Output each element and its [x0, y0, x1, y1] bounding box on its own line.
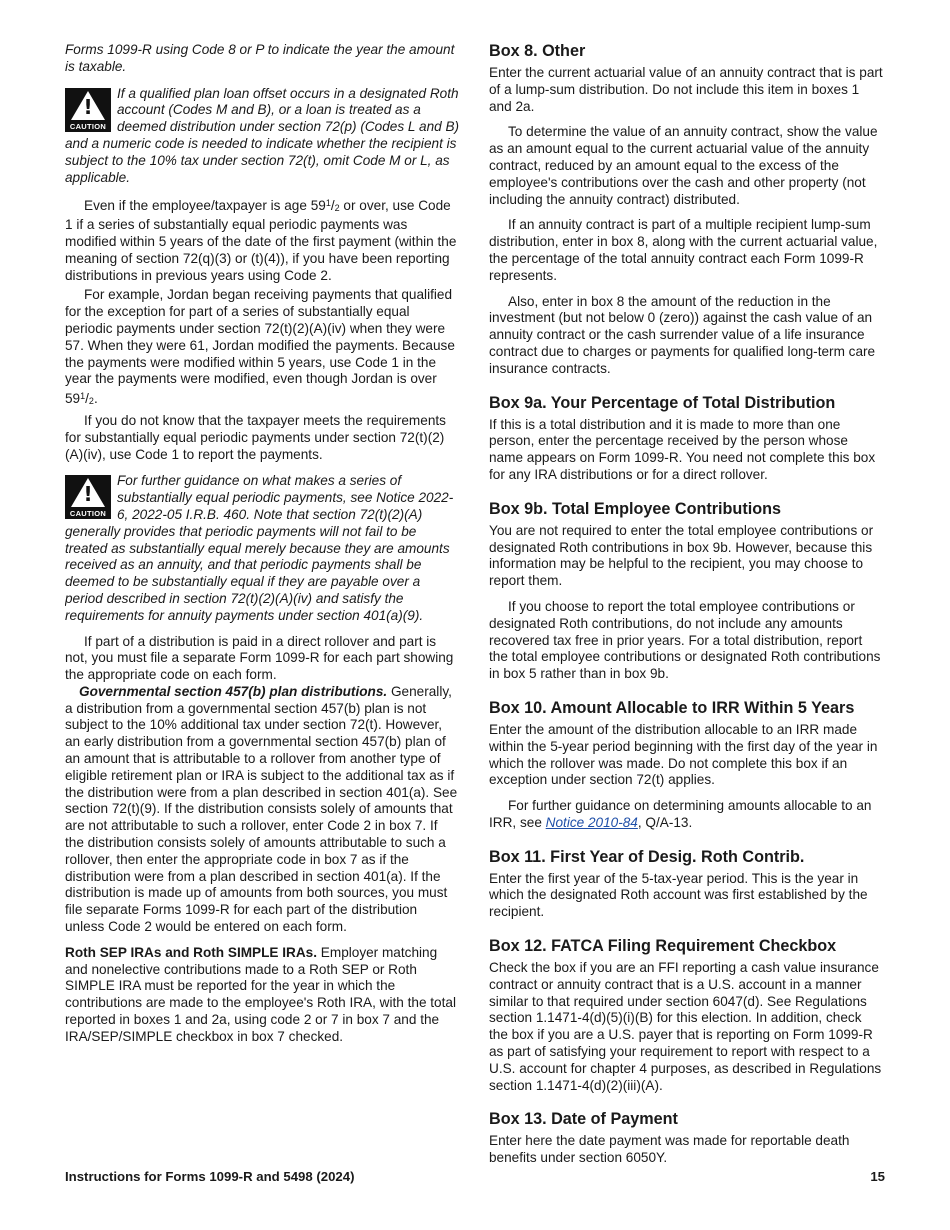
- paragraph-roth-sep: Roth SEP IRAs and Roth SIMPLE IRAs. Employer matching and nonelective contributions made to a Roth SEP or Roth SIMPLE IRA must be reported for the year in which the contributions are made to the employee's Roth IRA, with the total reported in boxes 1 and 2a, using code 2 or 7 in box 7 and the IRA/SEP/SIMPLE checkbox in box 7 checked.: [65, 944, 456, 1044]
- caution-note-guidance: [65, 473, 460, 624]
- paragraph-example-jordan: For example, Jordan began receiving payments that qualified for the exception for part of a series of substantially equal periodic payments under section 72(t)(2)(A)(iv) when they were 57. When they were 61, Jordan modified the payments. Because the payments were modified within 5 years, use Code 1 in the year the payments were modified, even though Jordan is over $59^1/2$.: [65, 287, 455, 407]
- box8-paragraph-4: Also, enter in box 8 the amount of the reduction in the investment (but not below 0 (zero)) against the cash value of an annuity contract or the cash surrender value of a life insurance contract due to charges or payments for qualified long-term care insurance contracts.: [489, 293, 876, 376]
- box10-heading: Box 10. Amount Allocable to IRR Within 5 Years: [489, 698, 855, 717]
- box8-heading: Box 8. Other: [489, 42, 586, 60]
- governmental-heading: Governmental section 457(b) plan distributions.: [79, 683, 388, 699]
- box9b-paragraph-1: You are not required to enter the total employee contributions or designated Roth contributions in box 9b. However, because this information may be helpful to the recipient, you may choose to report them.: [489, 522, 874, 589]
- box9a-paragraph-1: If this is a total distribution and it is made to more than one person, enter the percentage received by the person whose name appears on Form 1099-R. You need not complete this box for any IRA distributions or for a direct rollover.: [489, 416, 876, 482]
- box11-heading: Box 11. First Year of Desig. Roth Contrib.: [489, 847, 805, 866]
- box9b-heading: Box 9b. Total Employee Contributions: [489, 499, 781, 518]
- box8-paragraph-1: Enter the current actuarial value of an annuity contract that is part of a lump-sum distribution. Do not include this item in boxes 1 and 2a.: [489, 65, 883, 114]
- box8-paragraph-2: To determine the value of an annuity contract, show the value as an amount equal to the current actuarial value of the annuity contract, reduced by an amount equal to the excess of the employee's contributions over the cash and other property (not including the annuity contract) distributed.: [489, 124, 878, 207]
- box11-paragraph-1: Enter the first year of the 5-tax-year period. This is the year in which the designated Roth account was first established by the recipient.: [489, 870, 868, 920]
- page-number: 15: [870, 1169, 885, 1184]
- paragraph-age-59: Even if the employee/taxpayer is age $59^1/2$ or over, use Code 1 if a series of substantially equal periodic payments was modified within 5 years of the date of the first payment (within the meaning of section 72(q)(3) or (t)(4)), if you have been reporting distributions in previous years using Code 2.: [65, 198, 457, 283]
- left-column: [65, 42, 460, 1046]
- box8-paragraph-3: If an annuity contract is part of a multiple recipient lump-sum distribution, enter in box 8, along with the current actuarial value, the percentage of the total annuity contract each Form 1099-R represents.: [489, 217, 878, 283]
- notice-2010-84-link[interactable]: Notice 2010-84: [545, 814, 638, 830]
- right-column: [489, 42, 884, 1167]
- caution-icon-label: CAUTION: [69, 121, 107, 131]
- caution-icon: ! CAUTION: [65, 88, 111, 132]
- box9b-paragraph-2: If you choose to report the total employee contributions or designated Roth contributions, do not include any amounts recovered tax free in prior years. For a total distribution, report the total employee contributions or designated Roth contributions in box 5 rather than in box 9b.: [489, 598, 881, 682]
- footer-title: Instructions for Forms 1099-R and 5498 (2024): [65, 1169, 355, 1184]
- box13-paragraph-1: Enter here the date payment was made for reportable death benefits under section 6050Y.: [489, 1133, 850, 1166]
- box10-paragraph-2: For further guidance on determining amounts allocable to an IRR, see Notice 2010-84, Q/A-13.: [489, 798, 872, 830]
- box13-heading: Box 13. Date of Payment: [489, 1110, 678, 1129]
- box12-paragraph-1: Check the box if you are an FFI reporting a cash value insurance contract or annuity contract that is a U.S. account in a manner similar to that required under section 6047(d). See Regulations section 1.1471-4(d)(5)(i)(B) for this election. In addition, check the box if you are a U.S. payer that is reporting on Form 1099-R as part of satisfying your requirement to report with respect to a U.S. account for chapter 4 purposes, as described in Regulations section 1.1471-4(d)(2)(iii)(A).: [489, 960, 882, 1093]
- caution-note-loan-offset: [65, 86, 460, 187]
- caution-text: For further guidance on what makes a series of substantially equal periodic payments, see Notice 2022-6, 2022-05 I.R.B. 460. Note that section 72(t)(2)(A) generally provides that periodic payments will not fail to be treated as substantially equal merely because they are amounts received as an annuity, and that periodic payments shall be deemed to be substantially equal if they are payable over a period described in section 72(t)(2)(A)(iv) and satisfy the requirements for annuity payments under section 401(a)(9).: [65, 473, 454, 623]
- caution-icon-label: CAUTION: [69, 509, 107, 519]
- paragraph-governmental-457b: Governmental section 457(b) plan distributions. Generally, a distribution from a governmental section 457(b) plan is not subject to the 10% additional tax under section 72(t). However, an early distribution from a governmental section 457(b) plan of an amount that is attributable to a rollover from another type of eligible retirement plan or IRA is subject to the additional tax as if the distribution were from a plan described in section 401(a). See section 72(t)(9). If the distribution consists solely of amounts that are not attributable to such a rollover, enter Code 2 in box 7. If the distribution consists solely of amounts attributable to such a rollover, then enter the appropriate code in box 7 as if the distribution were from a plan described in section 401(a). If the distribution is made up of amounts from both sources, you must file separate Forms 1099-R for each part of the distribution unless Code 2 would be entered on each form.: [65, 683, 458, 935]
- caution-text: If a qualified plan loan offset occurs in a designated Roth account (Codes M and B), or a loan is treated as a deemed distribution under section 72(p) (Codes L and B) and a numeric code is needed to indicate whether the recipient is subject to the 10% tax under section 72(t), omit Code M or L, as applicable.: [65, 85, 460, 185]
- box10-paragraph-1: Enter the amount of the distribution allocable to an IRR made within the 5-year period beginning with the first day of the year in which the rollover was made. Do not complete this box if an exception under section 72(t) applies.: [489, 721, 878, 788]
- paragraph-do-not-know: If you do not know that the taxpayer meets the requirements for substantially equal periodic payments under section 72(t)(2)(A)(iv), use Code 1 to report the payments.: [65, 412, 446, 462]
- intro-paragraph: Forms 1099-R using Code 8 or P to indicate the year the amount is taxable.: [65, 42, 455, 74]
- page-footer: [65, 1169, 885, 1184]
- box12-heading: Box 12. FATCA Filing Requirement Checkbox: [489, 937, 837, 956]
- roth-heading: Roth SEP IRAs and Roth SIMPLE IRAs.: [65, 944, 318, 960]
- paragraph-direct-rollover: If part of a distribution is paid in a direct rollover and part is not, you must file a separate Form 1099-R for each part showing the appropriate code on each form.: [65, 633, 454, 683]
- caution-icon: ! CAUTION: [65, 475, 111, 519]
- box9a-heading: Box 9a. Your Percentage of Total Distribution: [489, 393, 836, 412]
